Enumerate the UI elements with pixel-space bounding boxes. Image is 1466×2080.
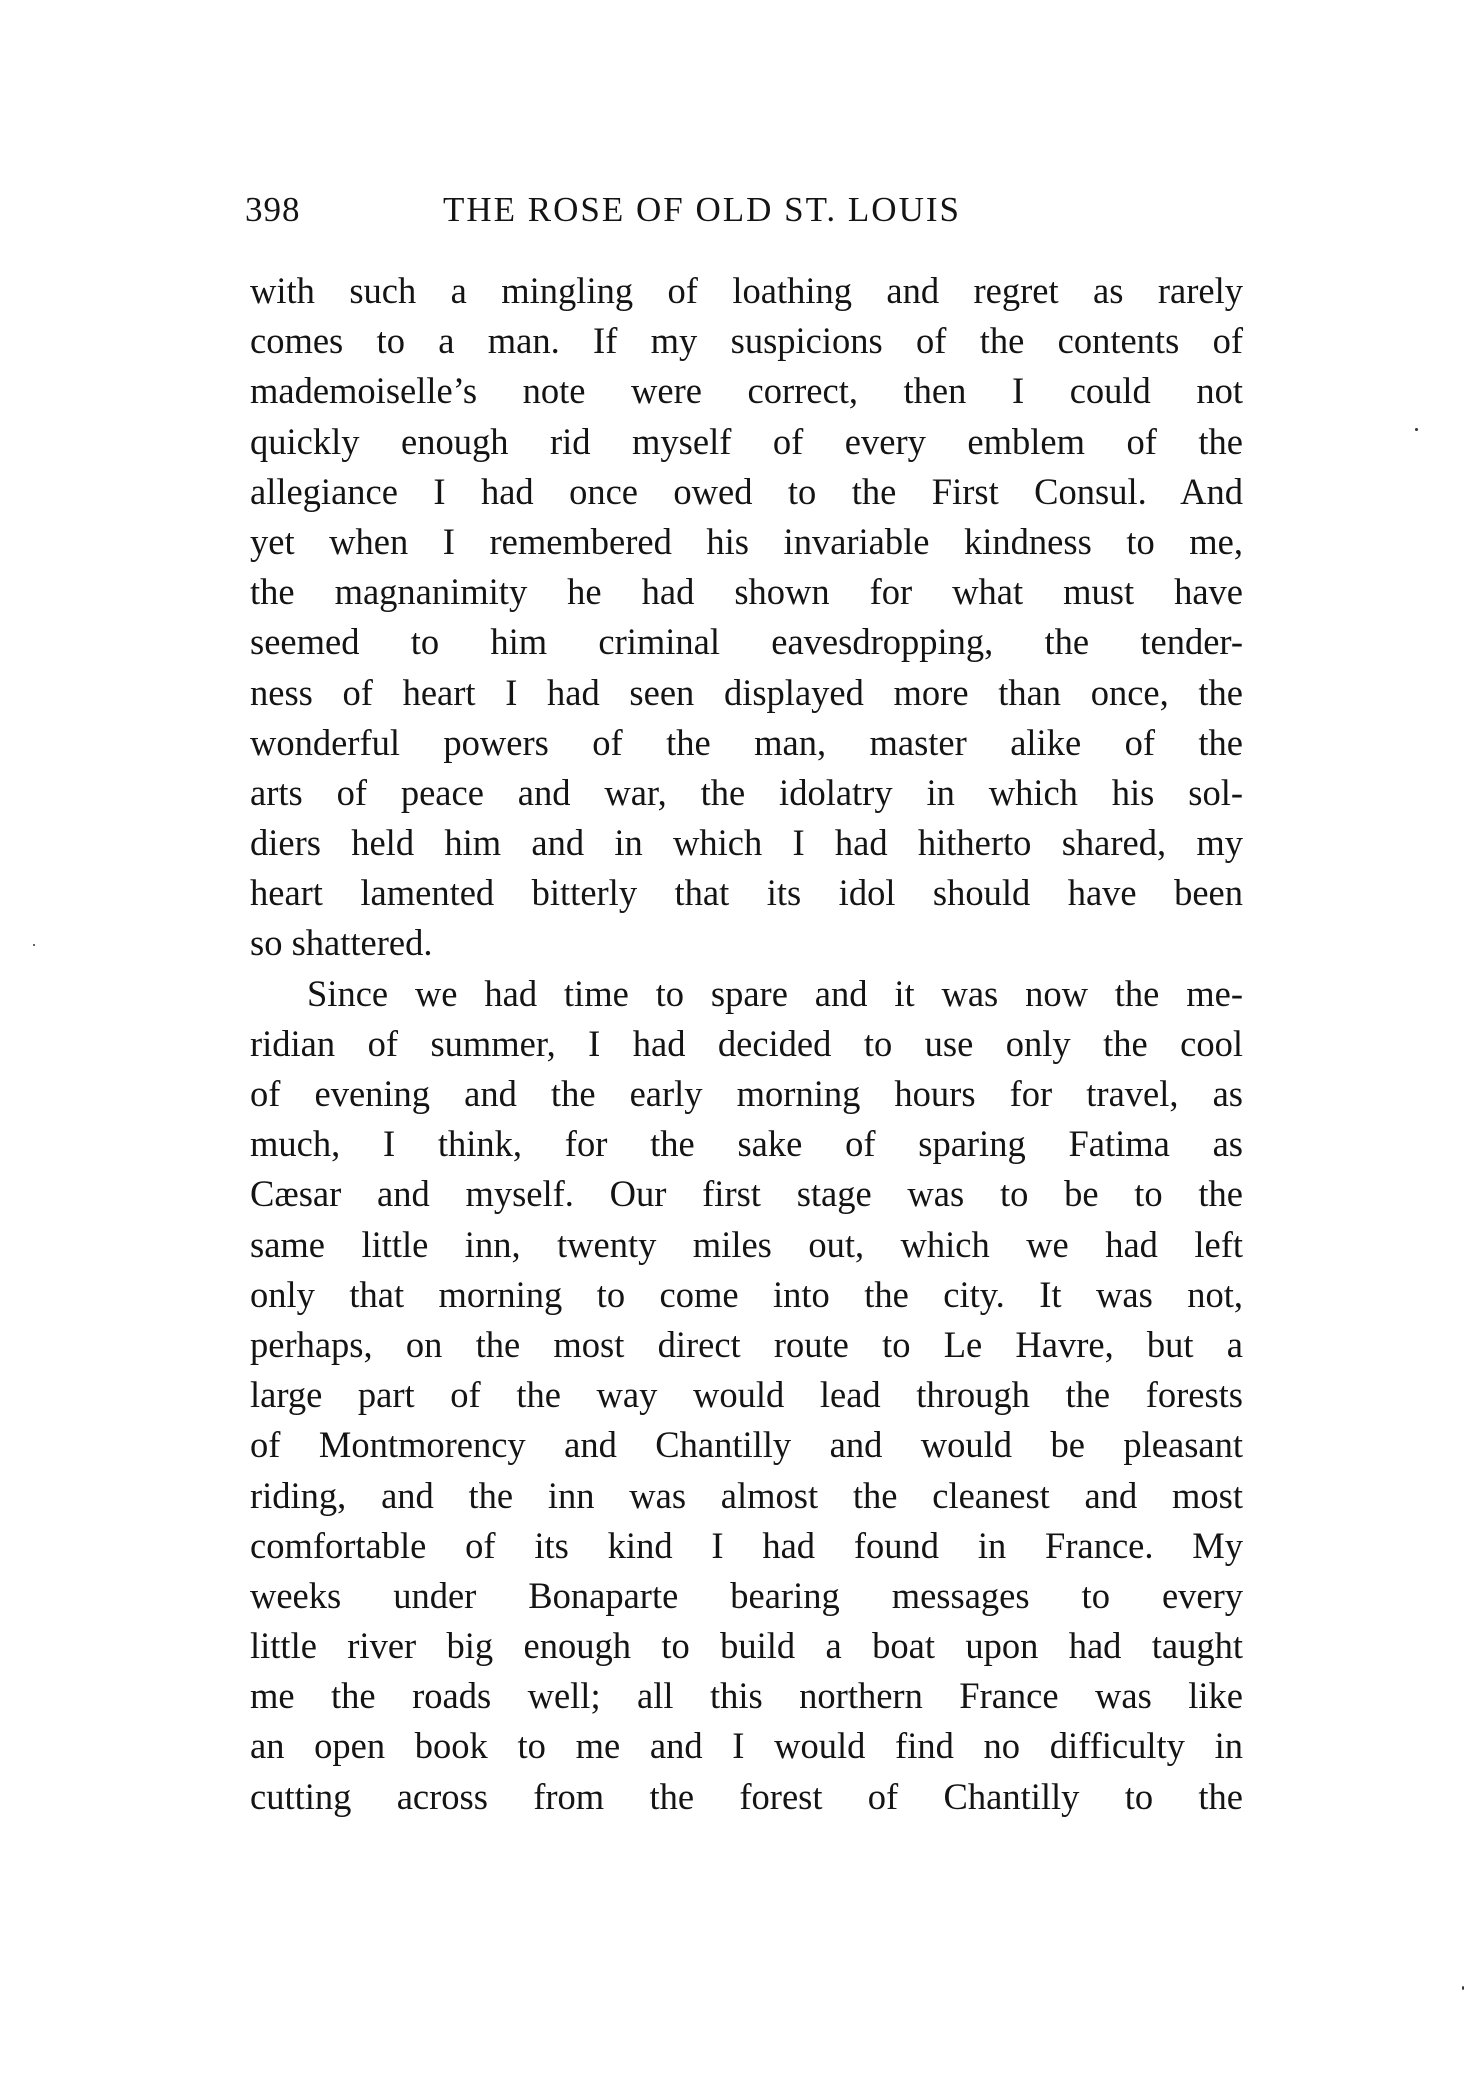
- book-title: THE ROSE OF OLD ST. LOUIS: [443, 190, 961, 229]
- running-head: [245, 190, 1245, 230]
- text-line: an open book to me and I would find no difficulty in: [250, 1725, 1243, 1767]
- text-line: same little inn, twenty miles out, which we had left: [250, 1223, 1243, 1265]
- text-line: weeks under Bonaparte bearing messages to every: [250, 1574, 1243, 1616]
- page-number: 398: [245, 190, 301, 229]
- text-line: me the roads well; all this northern France was like: [250, 1675, 1243, 1717]
- body-text: [250, 266, 1243, 1822]
- text-line: mademoiselle’s note were correct, then I could not: [250, 370, 1243, 412]
- text-line: seemed to him criminal eavesdropping, the tender-: [250, 621, 1243, 663]
- text-line: ridian of summer, I had decided to use only the cool: [250, 1022, 1243, 1064]
- text-line: heart lamented bitterly that its idol should have been: [250, 872, 1243, 914]
- text-line: perhaps, on the most direct route to Le Havre, but a: [250, 1323, 1243, 1365]
- text-line: quickly enough rid myself of every emblem of the: [250, 420, 1243, 462]
- text-line: of Montmorency and Chantilly and would be pleasant: [250, 1424, 1243, 1466]
- text-line: so shattered.: [250, 922, 433, 964]
- text-line: Cæsar and myself. Our first stage was to be to the: [250, 1173, 1243, 1215]
- scan-speck: [1462, 1986, 1464, 1990]
- text-line: riding, and the inn was almost the cleanest and most: [250, 1474, 1243, 1516]
- text-line: comes to a man. If my suspicions of the contents of: [250, 320, 1243, 362]
- text-line: allegiance I had once owed to the First Consul. And: [250, 470, 1243, 512]
- text-line: wonderful powers of the man, master alike of the: [250, 721, 1243, 763]
- text-line: of evening and the early morning hours for travel, as: [250, 1073, 1243, 1114]
- text-line: Since we had time to spare and it was now the me-: [307, 972, 1243, 1014]
- text-line: only that morning to come into the city. It was not,: [250, 1273, 1243, 1315]
- text-line: arts of peace and war, the idolatry in which his sol-: [250, 771, 1243, 813]
- text-line: much, I think, for the sake of sparing Fatima as: [250, 1123, 1243, 1165]
- text-line: large part of the way would lead through the forests: [250, 1374, 1243, 1416]
- text-line: yet when I remembered his invariable kindness to me,: [250, 520, 1243, 562]
- text-line: little river big enough to build a boat upon had taught: [250, 1625, 1243, 1667]
- scan-speck: [33, 944, 35, 946]
- text-line: with such a mingling of loathing and regret as rarely: [250, 270, 1243, 311]
- text-line: ness of heart I had seen displayed more than once, the: [250, 671, 1243, 713]
- scan-speck: [1415, 428, 1418, 431]
- text-line: the magnanimity he had shown for what must have: [250, 571, 1243, 613]
- text-line: diers held him and in which I had hitherto shared, my: [250, 822, 1243, 864]
- text-line: cutting across from the forest of Chantilly to the: [250, 1775, 1243, 1817]
- text-line: comfortable of its kind I had found in France. My: [250, 1524, 1243, 1566]
